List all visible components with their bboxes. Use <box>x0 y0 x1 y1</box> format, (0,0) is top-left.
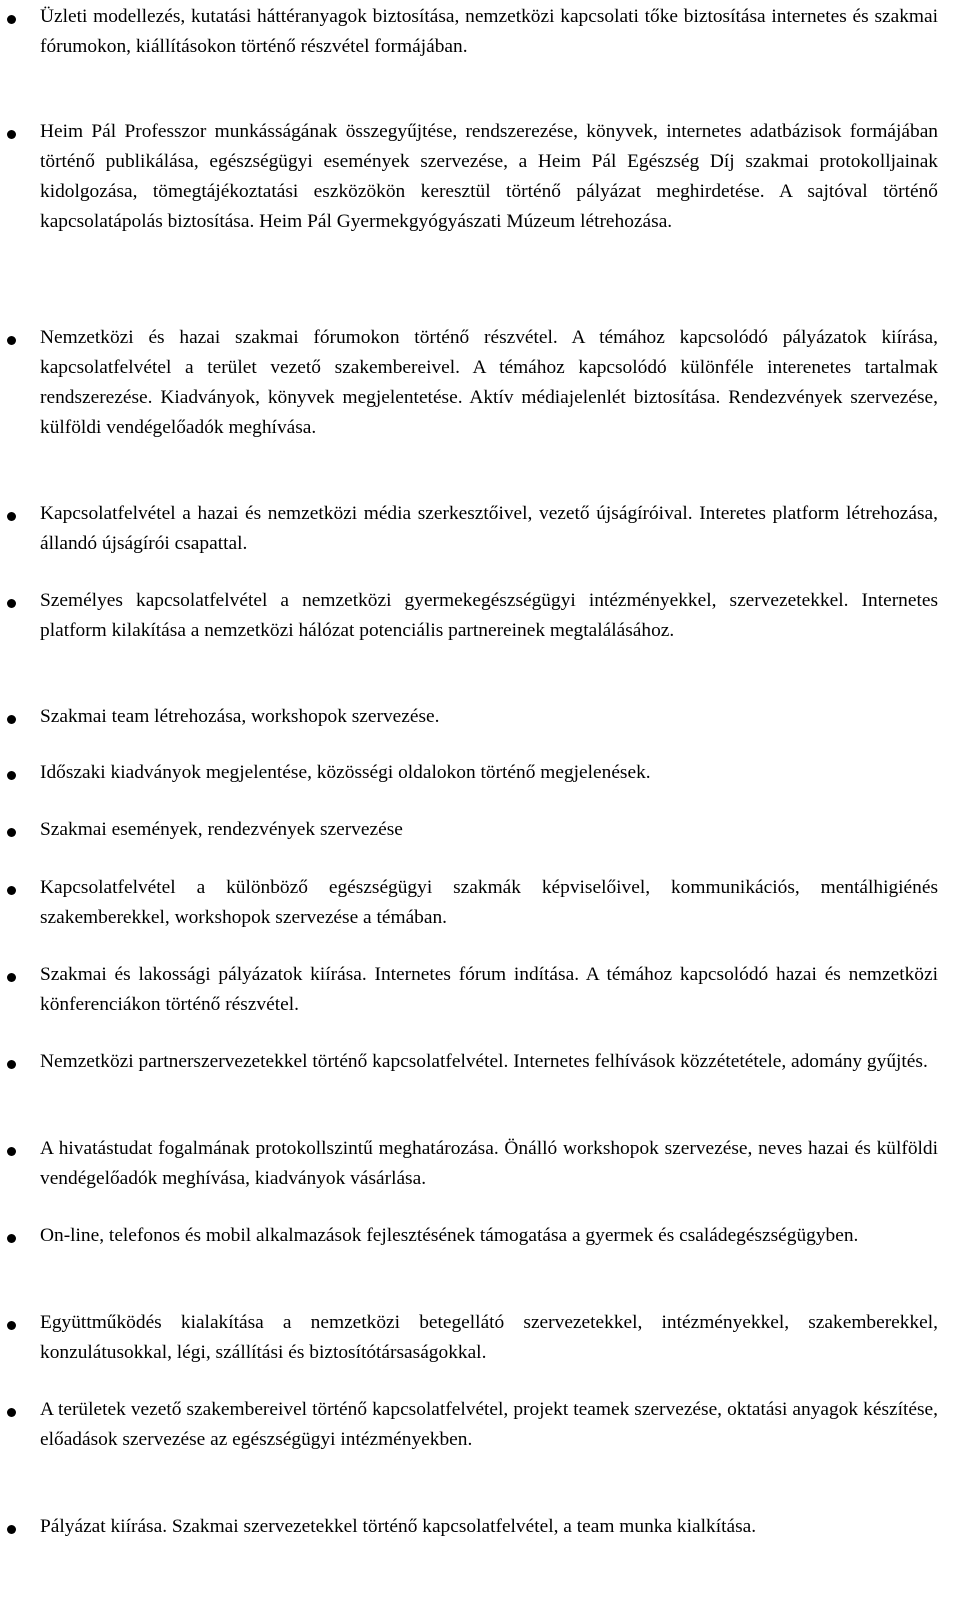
bullet-icon <box>7 1234 16 1243</box>
bullet-icon <box>7 1147 16 1156</box>
bullet-icon <box>7 1408 16 1417</box>
bullet-icon <box>7 512 16 521</box>
bullet-icon <box>7 1525 16 1534</box>
bullet-icon <box>7 130 16 139</box>
list-item-text: Nemzetközi és hazai szakmai fórumokon történő részvétel. A témához kapcsolódó pályázatok kiírása, kapcsolatfelvétel a terület vezető szakembereivel. A témához kapcsolódó különféle interenetes tartalmak rendszerezése. Kiadványok, könyvek megjelentetése. Aktív médiajelenlét biztosítása. Rendezvények szervezése, külföldi vendégelőadók meghívása. <box>40 327 938 438</box>
list-item-text: Együttműködés kialakítása a nemzetközi betegellátó szervezetekkel, intézményekkel, szakemberekkel, konzulátusokkal, légi, szállítási és biztosítótársaságokkal. <box>40 1312 938 1363</box>
list-item-text: Heim Pál Professzor munkásságának összegyűjtése, rendszerezése, könyvek, internetes adatbázisok formájában történő publikálása, egészségügyi események szervezése, a Heim Pál Egészség Díj szakmai protokolljainak kidolgozása, tömegtájékoztatási eszközökön keresztül történő pályázat meghirdetése. A sajtóval történő kapcsolatápolás biztosítása. Heim Pál Gyermekgyógyászati Múzeum létrehozása. <box>40 121 938 232</box>
list-item-text: Üzleti modellezés, kutatási háttéranyagok biztosítása, nemzetközi kapcsolati tőke biztosítása internetes és szakmai fórumokon, kiállításokon történő részvétel formájában. <box>40 6 938 57</box>
bullet-icon <box>7 336 16 345</box>
list-item-text: Nemzetközi partnerszervezetekkel történő kapcsolatfelvétel. Internetes felhívások közzétetétele, adomány gyűjtés. <box>40 1051 928 1072</box>
bullet-icon <box>7 15 16 24</box>
list-item-text: A területek vezető szakembereivel történő kapcsolatfelvétel, projekt teamek szervezése, oktatási anyagok készítése, előadások szervezése az egészségügyi intézményekben. <box>40 1399 938 1450</box>
list-item-text: Szakmai események, rendezvények szervezése <box>40 819 403 840</box>
list-item-text: On-line, telefonos és mobil alkalmazások fejlesztésének támogatása a gyermek és családegészségügyben. <box>40 1225 859 1246</box>
list-item-text: A hivatástudat fogalmának protokollszintű meghatározása. Önálló workshopok szervezése, neves hazai és külföldi vendégelőadók meghívása, kiadványok vásárlása. <box>40 1138 938 1189</box>
list-item-text: Pályázat kiírása. Szakmai szervezetekkel történő kapcsolatfelvétel, a team munka kialkítása. <box>40 1516 757 1537</box>
list-item-text: Időszaki kiadványok megjelentése, közösségi oldalokon történő megjelenések. <box>40 762 651 783</box>
list-item-text: Személyes kapcsolatfelvétel a nemzetközi gyermekegészségügyi intézményekkel, szervezetekkel. Internetes platform kilakítása a nemzetközi hálózat potenciális partnereinek megtalálásához. <box>40 590 938 641</box>
bullet-icon <box>7 973 16 982</box>
bullet-icon <box>7 599 16 608</box>
bullet-icon <box>7 1321 16 1330</box>
list-item-text: Szakmai team létrehozása, workshopok szervezése. <box>40 706 440 727</box>
bullet-icon <box>7 886 16 895</box>
list-item-text: Kapcsolatfelvétel a különböző egészségügyi szakmák képviselőivel, kommunikációs, mentálhigiénés szakemberekkel, workshopok szervezése a témában. <box>40 877 938 928</box>
bullet-icon <box>7 828 16 837</box>
bullet-icon <box>7 1060 16 1069</box>
list-item-text: Szakmai és lakossági pályázatok kiírása. Internetes fórum indítása. A témához kapcsolódó hazai és nemzetközi könferenciákon történő részvétel. <box>40 964 938 1015</box>
bullet-icon <box>7 771 16 780</box>
bullet-icon <box>7 715 16 724</box>
list-item-text: Kapcsolatfelvétel a hazai és nemzetközi média szerkesztőivel, vezető újságíróival. Interetes platform létrehozása, állandó újságírói csapattal. <box>40 503 938 554</box>
